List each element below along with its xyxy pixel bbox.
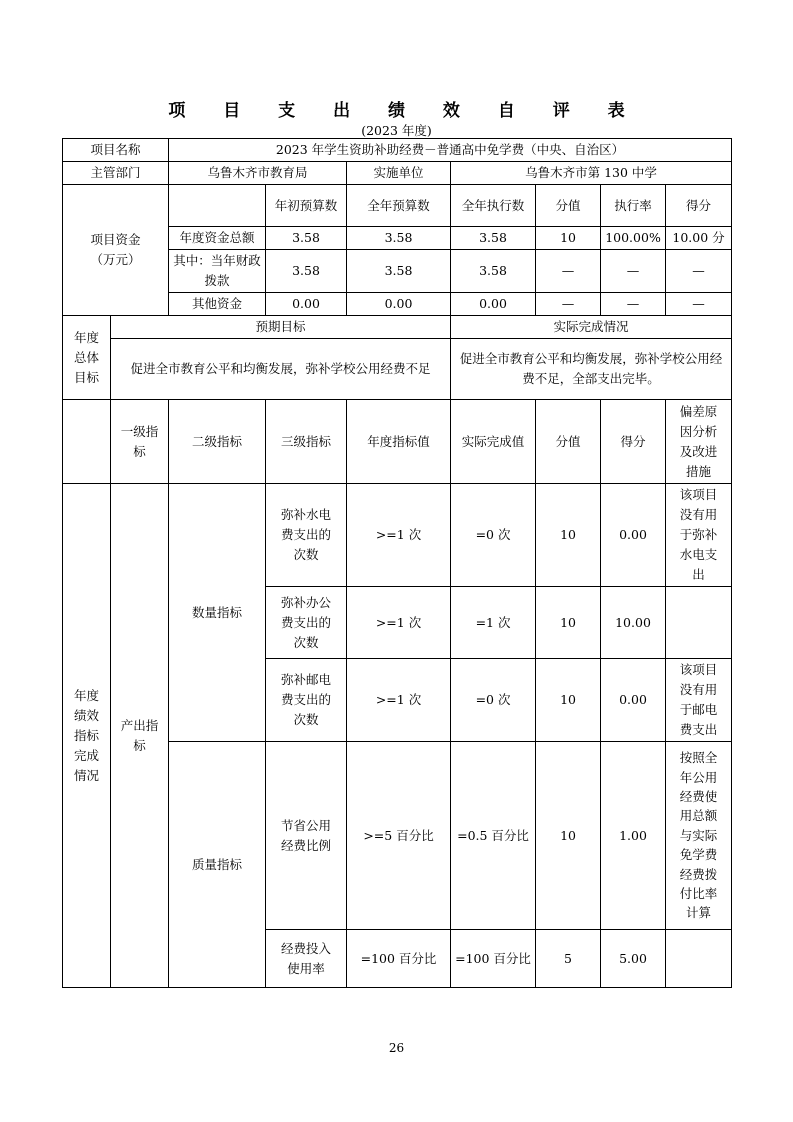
deviation-cell: 该项目 没有用 于弥补 水电支 出 [666, 484, 732, 587]
page-subtitle: (2023 年度) [361, 123, 432, 138]
page-number: 26 [388, 1041, 405, 1055]
actual-cell: =100 百分比 [451, 930, 536, 988]
project-name-row [63, 139, 732, 162]
indicator-section-label: 年度 绩效 指标 完成 情况 [63, 484, 111, 988]
funds-header-blank [169, 185, 266, 227]
project-name-value: 2023 年学生资助补助经费－普通高中免学费（中央、自治区） [169, 139, 732, 162]
funds-cell: — [536, 293, 601, 316]
funds-cell: — [666, 293, 732, 316]
score-cell: 10.00 [601, 587, 666, 659]
goals-actual-text: 促进全市教育公平和均衡发展，弥补学校公用经费不足，全部支出完毕。 [451, 339, 732, 400]
funds-header-budget: 全年预算数 [347, 185, 451, 227]
funds-cell: 3.58 [451, 250, 536, 293]
target-cell: >=5 百分比 [347, 742, 451, 930]
project-name-label: 项目名称 [63, 139, 169, 162]
header-level2: 二级指标 [169, 400, 266, 484]
goals-label: 年度 总体 目标 [63, 316, 111, 400]
dept-label: 主管部门 [63, 162, 169, 185]
score-cell: 1.00 [601, 742, 666, 930]
level1-output: 产出指 标 [111, 484, 169, 988]
header-score: 得分 [601, 400, 666, 484]
deviation-cell [666, 587, 732, 659]
funds-header-executed: 全年执行数 [451, 185, 536, 227]
actual-cell: =0 次 [451, 484, 536, 587]
funds-cell: — [601, 293, 666, 316]
level3-cell: 弥补办公 费支出的 次数 [266, 587, 347, 659]
score-value-cell: 10 [536, 484, 601, 587]
header-actual: 实际完成值 [451, 400, 536, 484]
funds-cell: 100.00% [601, 227, 666, 250]
funds-label: 项目资金 （万元） [63, 185, 169, 316]
score-cell: 0.00 [601, 484, 666, 587]
score-cell: 0.00 [601, 659, 666, 742]
target-cell: >=1 次 [347, 484, 451, 587]
funds-header-initial: 年初预算数 [266, 185, 347, 227]
goals-header-row [63, 316, 732, 339]
funds-cell: 3.58 [347, 250, 451, 293]
unit-label: 实施单位 [347, 162, 451, 185]
funds-header-score: 得分 [666, 185, 732, 227]
target-cell: =100 百分比 [347, 930, 451, 988]
actual-cell: =0.5 百分比 [451, 742, 536, 930]
deviation-cell [666, 930, 732, 988]
funds-row-label: 其中：当年财政拨款 [169, 250, 266, 293]
funds-cell: 3.58 [266, 250, 347, 293]
actual-cell: =1 次 [451, 587, 536, 659]
level2-quantity: 数量指标 [169, 484, 266, 742]
header-deviation: 偏差原 因分析 及改进 措施 [666, 400, 732, 484]
department-row [63, 162, 732, 185]
funds-cell: — [601, 250, 666, 293]
header-score-value: 分值 [536, 400, 601, 484]
score-value-cell: 10 [536, 587, 601, 659]
score-value-cell: 10 [536, 659, 601, 742]
indicator-header-row [63, 400, 732, 484]
funds-header-rate: 执行率 [601, 185, 666, 227]
funds-header-row [63, 185, 732, 227]
target-cell: >=1 次 [347, 659, 451, 742]
level2-quality: 质量指标 [169, 742, 266, 988]
indicator-header-blank [63, 400, 111, 484]
funds-cell: 10.00 分 [666, 227, 732, 250]
funds-cell: 3.58 [451, 227, 536, 250]
funds-cell: 0.00 [451, 293, 536, 316]
level3-cell: 经费投入 使用率 [266, 930, 347, 988]
page-title: 项 目 支 出 绩 效 自 评 表 [168, 101, 641, 121]
funds-cell: — [536, 250, 601, 293]
goals-actual-header: 实际完成情况 [451, 316, 732, 339]
funds-cell: 0.00 [347, 293, 451, 316]
target-cell: >=1 次 [347, 587, 451, 659]
funds-cell: 3.58 [266, 227, 347, 250]
funds-cell: 10 [536, 227, 601, 250]
header-target: 年度指标值 [347, 400, 451, 484]
score-value-cell: 10 [536, 742, 601, 930]
level3-cell: 弥补水电 费支出的 次数 [266, 484, 347, 587]
unit-value: 乌鲁木齐市第 130 中学 [451, 162, 732, 185]
actual-cell: =0 次 [451, 659, 536, 742]
performance-table [62, 138, 732, 988]
dept-value: 乌鲁木齐市教育局 [169, 162, 347, 185]
goals-expected-text: 促进全市教育公平和均衡发展，弥补学校公用经费不足 [111, 339, 451, 400]
funds-row-label: 其他资金 [169, 293, 266, 316]
indicator-row [63, 484, 732, 587]
funds-header-score-value: 分值 [536, 185, 601, 227]
score-cell: 5.00 [601, 930, 666, 988]
funds-row-label: 年度资金总额 [169, 227, 266, 250]
level3-cell: 节省公用 经费比例 [266, 742, 347, 930]
deviation-cell: 按照全 年公用 经费使 用总额 与实际 免学费 经费拨 付比率 计算 [666, 742, 732, 930]
funds-cell: — [666, 250, 732, 293]
goals-content-row [63, 339, 732, 400]
deviation-cell: 该项目 没有用 于邮电 费支出 [666, 659, 732, 742]
funds-cell: 3.58 [347, 227, 451, 250]
header-level1: 一级指 标 [111, 400, 169, 484]
funds-cell: 0.00 [266, 293, 347, 316]
level3-cell: 弥补邮电 费支出的 次数 [266, 659, 347, 742]
header-level3: 三级指标 [266, 400, 347, 484]
score-value-cell: 5 [536, 930, 601, 988]
goals-expected-header: 预期目标 [111, 316, 451, 339]
